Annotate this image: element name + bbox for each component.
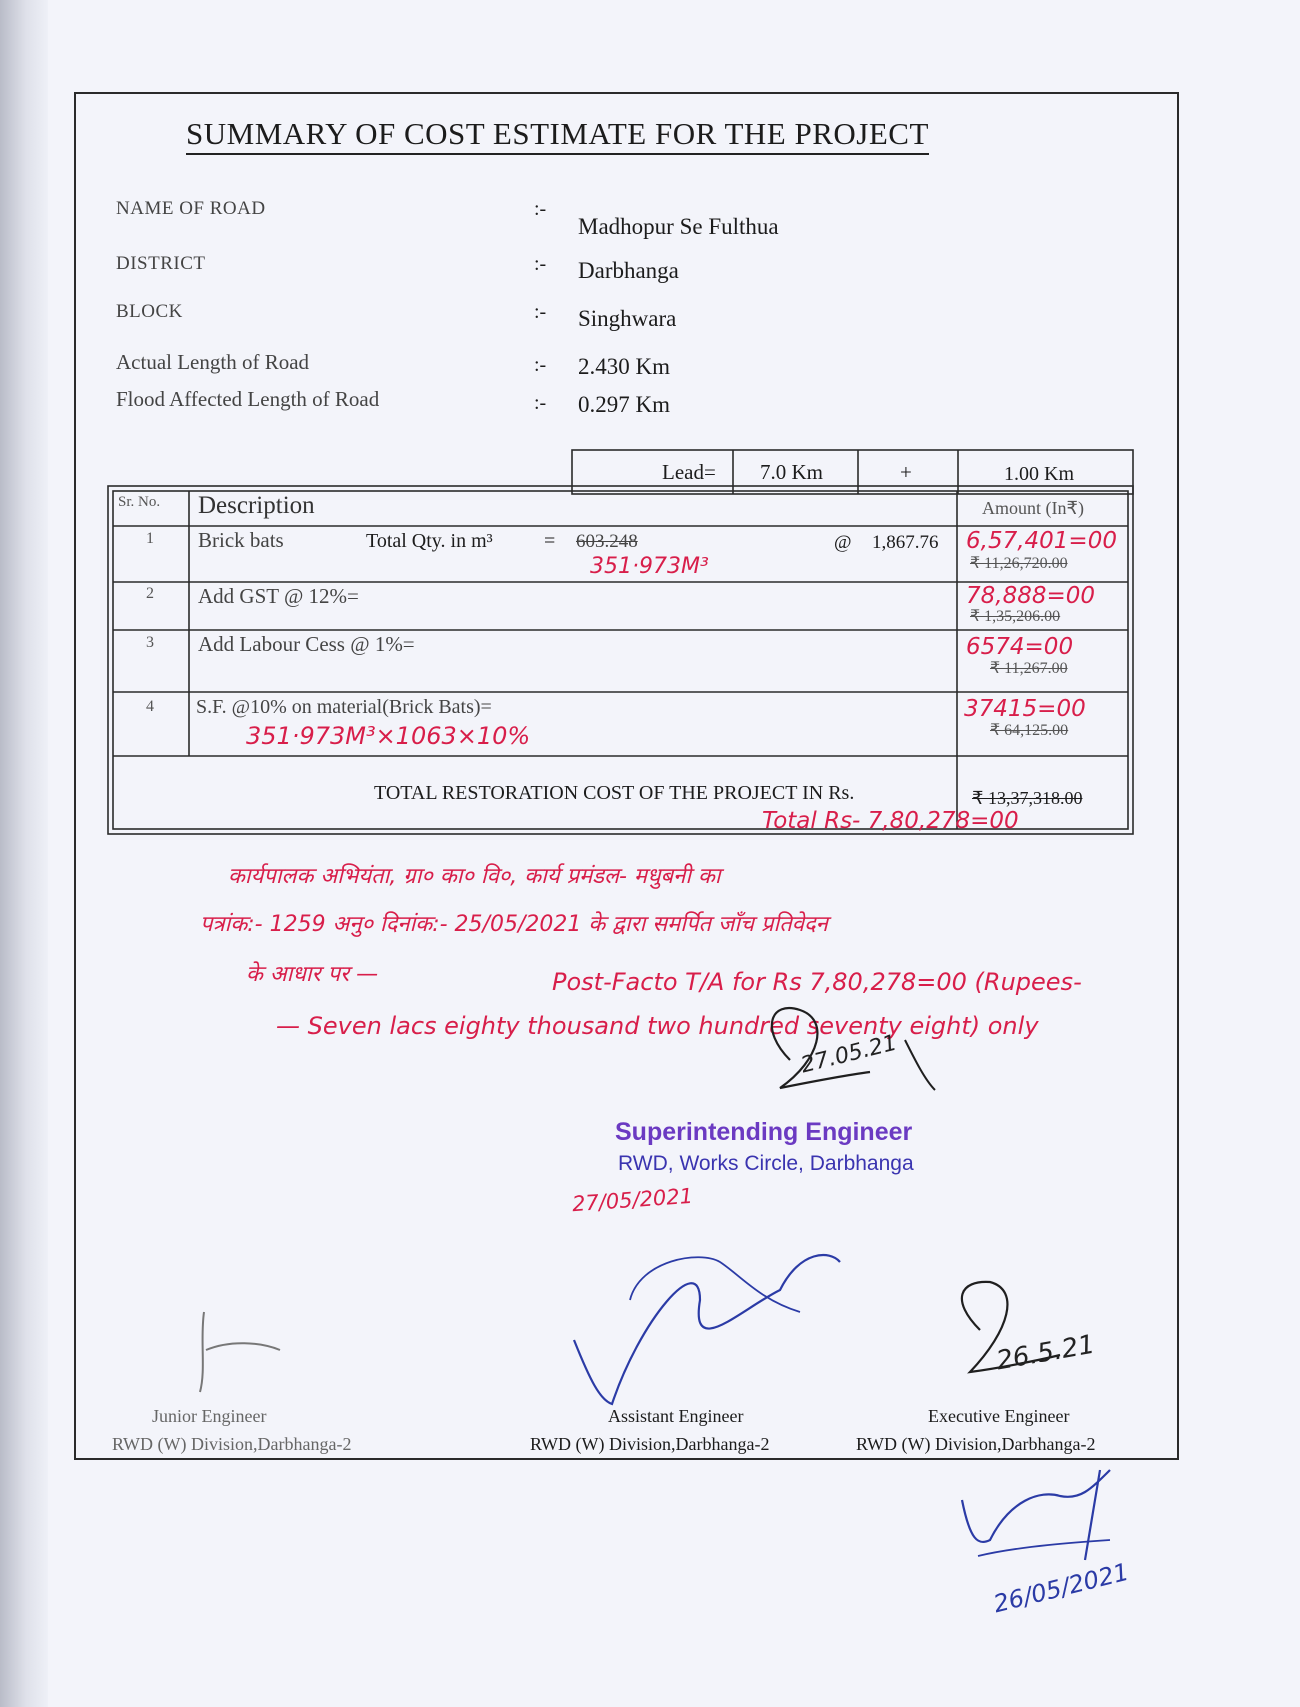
row-1-sr: 1 [146,530,154,547]
je-office: RWD (W) Division,Darbhanga-2 [112,1434,352,1454]
note-line-1: कार्यपालक अभियंता, ग्रा० का० वि०, कार्य प्रमंडल- मधुबनी का [228,864,721,889]
block-label: BLOCK [116,301,183,322]
ae-signature [630,1257,800,1312]
row-1-amount-old: ₹ 11,26,720.00 [970,555,1068,572]
district-label: DISTRICT [116,253,206,274]
total-old: ₹ 13,37,318.00 [972,788,1083,808]
row-4-calc-handwritten: 351·973M³×1063×10% [246,722,531,750]
colon: :- [534,253,547,275]
note-line-4: — Seven lacs eighty thousand two hundred seventy eight) only [276,1012,1039,1040]
row-3-amount-handwritten: 6574=00 [966,634,1074,660]
header-amount: Amount (In₹) [982,498,1084,518]
row-2-amount-handwritten: 78,888=00 [966,583,1096,609]
colon: :- [534,198,547,220]
se-sign-date: 27.05.21 [798,1030,900,1079]
row-1-equals: = [544,530,556,552]
ae-office: RWD (W) Division,Darbhanga-2 [530,1434,770,1454]
note-line-2: पत्रांक:- 1259 अनु० दिनांक:- 25/05/2021 के द्वारा समर्पित जाँच प्रतिवेदन [200,912,828,937]
note-line-3-continued: Post-Facto T/A for Rs 7,80,278=00 (Rupees- [552,968,1082,996]
row-2-sr: 2 [146,585,154,602]
total-label: TOTAL RESTORATION COST OF THE PROJECT IN Rs. [374,782,855,804]
row-4-sr: 4 [146,698,154,715]
flood-length-value: 0.297 Km [578,392,670,417]
colon: :- [534,354,547,376]
stamp-title: Superintending Engineer [615,1118,913,1146]
ee-title: Executive Engineer [928,1406,1070,1426]
ee-sign-date: 26.5.21 [994,1329,1098,1377]
lead-extra: 1.00 Km [1004,463,1074,485]
header-description: Description [198,492,315,519]
lead-label: Lead= [662,460,716,484]
row-1-description: Brick bats [198,528,284,552]
road-name-value: Madhopur Se Fulthua [578,214,779,239]
row-1-at: @ [834,532,852,553]
je-signature [200,1312,280,1392]
row-1-qty-new-handwritten: 351·973M³ [590,554,709,579]
district-value: Darbhanga [578,258,679,283]
stamp-office: RWD, Works Circle, Darbhanga [618,1152,914,1175]
actual-length-value: 2.430 Km [578,354,670,379]
header-sr-no: Sr. No. [118,494,161,510]
stamp-date-handwritten: 27/05/2021 [571,1183,694,1217]
colon: :- [534,392,547,414]
block-value: Singhwara [578,306,677,331]
je-title: Junior Engineer [152,1406,267,1426]
total-new-handwritten: Total Rs- 7,80,278=00 [762,808,1019,834]
row-3-amount-old: ₹ 11,267.00 [990,660,1068,677]
row-1-amount-handwritten: 6,57,401=00 [966,528,1117,554]
row-3-sr: 3 [146,634,154,651]
lead-plus: + [900,460,912,484]
row-3-description: Add Labour Cess @ 1%= [198,632,415,656]
row-1-rate: 1,867.76 [872,532,939,553]
row-2-amount-old: ₹ 1,35,206.00 [970,608,1061,625]
row-2-description: Add GST @ 12%= [198,584,359,608]
note-line-3: के आधार पर — [246,962,379,987]
ee-office: RWD (W) Division,Darbhanga-2 [856,1434,1096,1454]
row-1-qty-label: Total Qty. in m³ [366,530,493,552]
ae-title: Assistant Engineer [608,1406,744,1426]
document-title: SUMMARY OF COST ESTIMATE FOR THE PROJECT [186,116,929,155]
colon: :- [534,301,547,323]
road-name-label: NAME OF ROAD [116,198,266,219]
bottom-date-handwritten: 26/05/2021 [990,1557,1132,1619]
ae-signature [574,1255,840,1404]
row-4-amount-handwritten: 37415=00 [964,696,1086,722]
row-1-qty-old: 603.248 [576,531,638,552]
row-4-amount-old: ₹ 64,125.00 [990,722,1069,739]
actual-length-label: Actual Length of Road [116,350,310,374]
bottom-signature-underline [978,1540,1110,1556]
lead-value: 7.0 Km [760,460,823,484]
row-4-description: S.F. @10% on material(Brick Bats)= [196,696,492,718]
flood-length-label: Flood Affected Length of Road [116,387,380,411]
